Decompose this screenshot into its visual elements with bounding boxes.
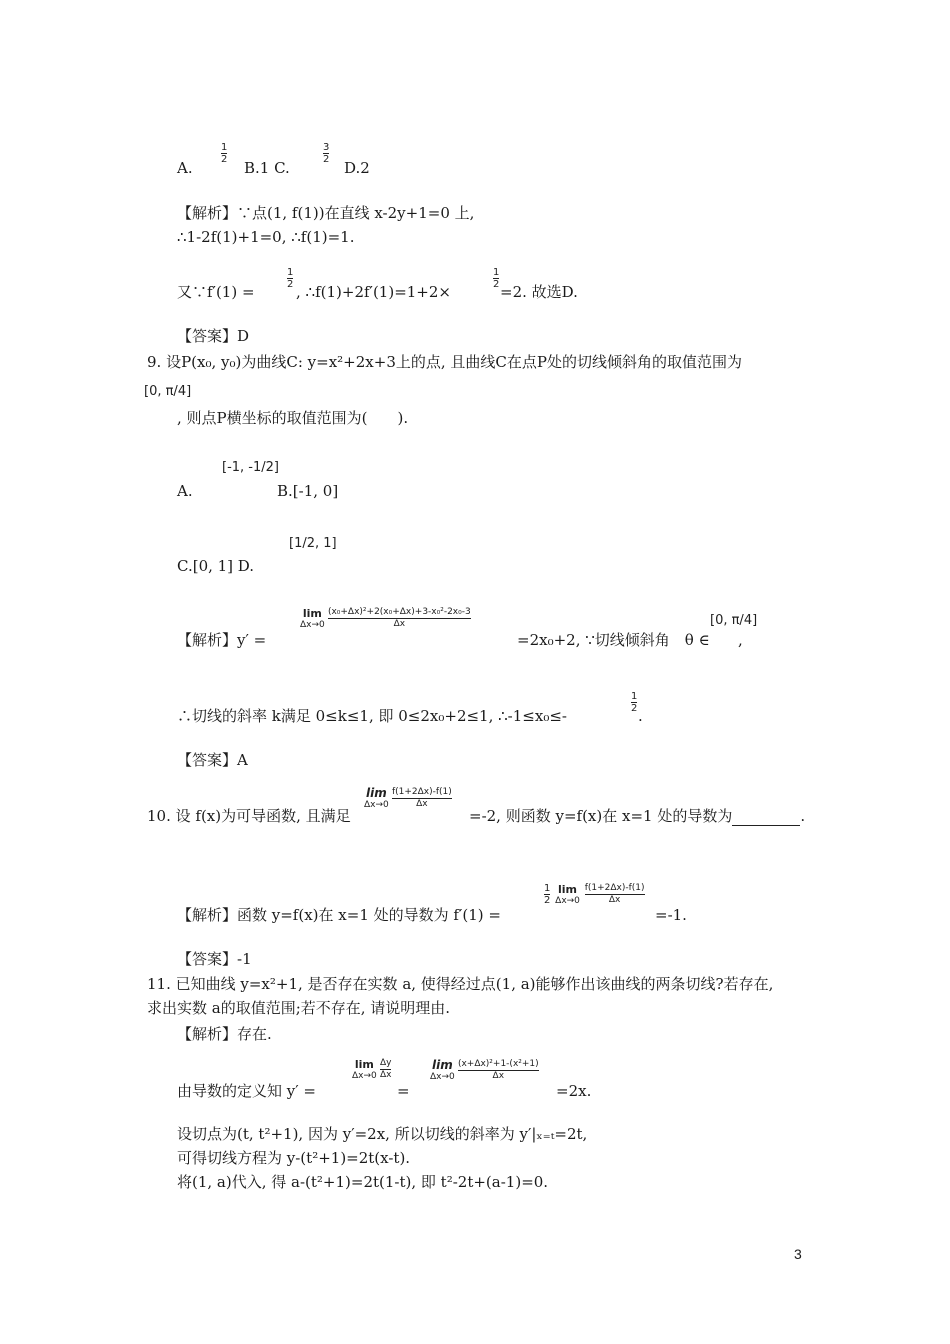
q8-option-c-fraction: $\frac{3}{2}$ <box>323 142 330 165</box>
lim-numerator: (x₀+Δx)²+2(x₀+Δx)+3-x₀²-2x₀-3 <box>327 607 471 617</box>
answer-blank <box>732 811 800 826</box>
q8-option-bc: B.1 C. <box>244 159 290 177</box>
q8-analysis-line3b: , ∴f(1)+2f′(1)=1+2× <box>296 283 451 301</box>
q10-analysis-b: =-1. <box>655 906 687 924</box>
q9-analysis-line2a: ∴切线的斜率 k满足 0≤k≤1, 即 0≤2x₀+2≤1, ∴-1≤x₀≤- <box>177 707 567 725</box>
lim-denominator: Δx <box>379 1070 392 1080</box>
q9-option-d-interval: [1/2, 1] <box>289 536 337 551</box>
q9-stem-line1: 9. 设P(x₀, y₀)为曲线C: y=x²+2x+3上的点, 且曲线C在点P处的切线倾斜角的取值范围为 <box>147 353 742 371</box>
q9-analysis-line2b: . <box>638 707 643 725</box>
q8-answer: 【答案】D <box>177 327 250 345</box>
q8-analysis-fraction1: $\frac{1}{2}$ <box>287 267 294 290</box>
q11-analysis-line5: 将(1, a)代入, 得 a-(t²+1)=2t(1-t), 即 t²-2t+(a-1)=0. <box>177 1173 549 1191</box>
q9-analysis-interval: [0, π/4] <box>710 613 758 628</box>
lim-denominator: Δx <box>608 895 621 905</box>
lim-sub: Δx→0 <box>555 896 580 906</box>
q8-analysis-fraction2: $\frac{1}{2}$ <box>493 267 500 290</box>
q9-option-a: A. <box>177 482 193 500</box>
q11-limit-definition <box>430 1058 539 1082</box>
lim-sub: Δx→0 <box>364 800 389 810</box>
q11-analysis-line3: 设切点为(t, t²+1), 因为 y′=2x, 所以切线的斜率为 y′|ₓ₌ₜ=2t, <box>177 1125 588 1143</box>
q8-analysis-line3c: =2. 故选D. <box>500 283 578 301</box>
lim-word: lim <box>366 786 387 800</box>
q9-option-b: B.[-1, 0] <box>277 482 339 500</box>
q11-equals: = <box>397 1082 410 1100</box>
lim-word: lim <box>432 1058 453 1072</box>
lim-denominator: Δx <box>393 619 406 629</box>
lim-word: lim <box>302 607 322 620</box>
q8-option-a-fraction: $\frac{1}{2}$ <box>221 142 228 165</box>
q9-option-a-interval: [-1, -1/2] <box>222 460 279 475</box>
q11-analysis-line2a: 由导数的定义知 y′ = <box>177 1082 316 1100</box>
q9-analysis-label: 【解析】y′ = <box>177 631 267 649</box>
q9-stem-line2: , 则点P横坐标的取值范围为( ). <box>177 409 409 427</box>
lim-denominator: Δx <box>416 798 428 809</box>
q9-option-c: C.[0, 1] D. <box>177 557 255 575</box>
q9-analysis-comma: , <box>738 631 743 649</box>
q11-stem-line2: 求出实数 a的取值范围;若不存在, 请说明理由. <box>147 999 451 1017</box>
lim-numerator: (x+Δx)²+1-(x²+1) <box>457 1058 539 1069</box>
q11-analysis-line4: 可得切线方程为 y-(t²+1)=2t(x-t). <box>177 1149 411 1167</box>
q9-stem-interval: [0, π/4] <box>144 384 192 399</box>
lim-sub: Δx→0 <box>430 1072 455 1082</box>
q8-analysis-line2: ∴1-2f(1)+1=0, ∴f(1)=1. <box>177 228 355 246</box>
q8-analysis-line1: 【解析】∵点(1, f(1))在直线 x-2y+1=0 上, <box>177 204 475 222</box>
q10-stem-limit <box>364 786 452 810</box>
lim-numerator: f(1+2Δx)-f(1) <box>584 883 645 893</box>
q9-answer: 【答案】A <box>177 751 248 769</box>
lim-denominator: Δx <box>492 1070 505 1081</box>
lim-word: lim <box>558 883 578 896</box>
q8-option-a: A. <box>177 159 193 177</box>
lim-sub: Δx→0 <box>352 1071 377 1081</box>
q11-analysis-line1: 【解析】存在. <box>177 1025 272 1043</box>
q9-analysis-mid: =2x₀+2, ∵切线倾斜角 θ ∈ <box>517 631 710 649</box>
lim-word: lim <box>354 1058 374 1071</box>
q8-analysis-line3a: 又∵f′(1) = <box>177 283 255 301</box>
q11-limit-dy-dx <box>352 1058 391 1081</box>
q10-stem-b: =-2, 则函数 y=f(x)在 x=1 处的导数为 . <box>469 807 806 825</box>
q11-analysis-line2b: =2x. <box>556 1082 592 1100</box>
lim-numerator: f(1+2Δx)-f(1) <box>391 786 452 797</box>
q10-stem-a: 10. 设 f(x)为可导函数, 且满足 <box>147 807 351 825</box>
q10-analysis-a: 【解析】函数 y=f(x)在 x=1 处的导数为 f′(1) = <box>177 906 501 924</box>
q8-option-d: D.2 <box>344 159 370 177</box>
q9-analysis-fraction: $\frac{1}{2}$ <box>631 691 638 714</box>
lim-numerator: Δy <box>379 1058 392 1068</box>
lim-sub: Δx→0 <box>300 620 325 630</box>
q10-answer: 【答案】-1 <box>177 950 252 968</box>
q10-analysis-limit: $\frac{1}{2}$ lim Δx→0 $\frac{f(1+2\Delta x)-f(1)}{\Delta x}$ <box>544 883 645 906</box>
page-number: 3 <box>794 1246 802 1262</box>
q11-stem-line1: 11. 已知曲线 y=x²+1, 是否存在实数 a, 使得经过点(1, a)能够作出该曲线的两条切线?若存在, <box>147 975 774 993</box>
q9-limit-expression <box>300 607 471 630</box>
